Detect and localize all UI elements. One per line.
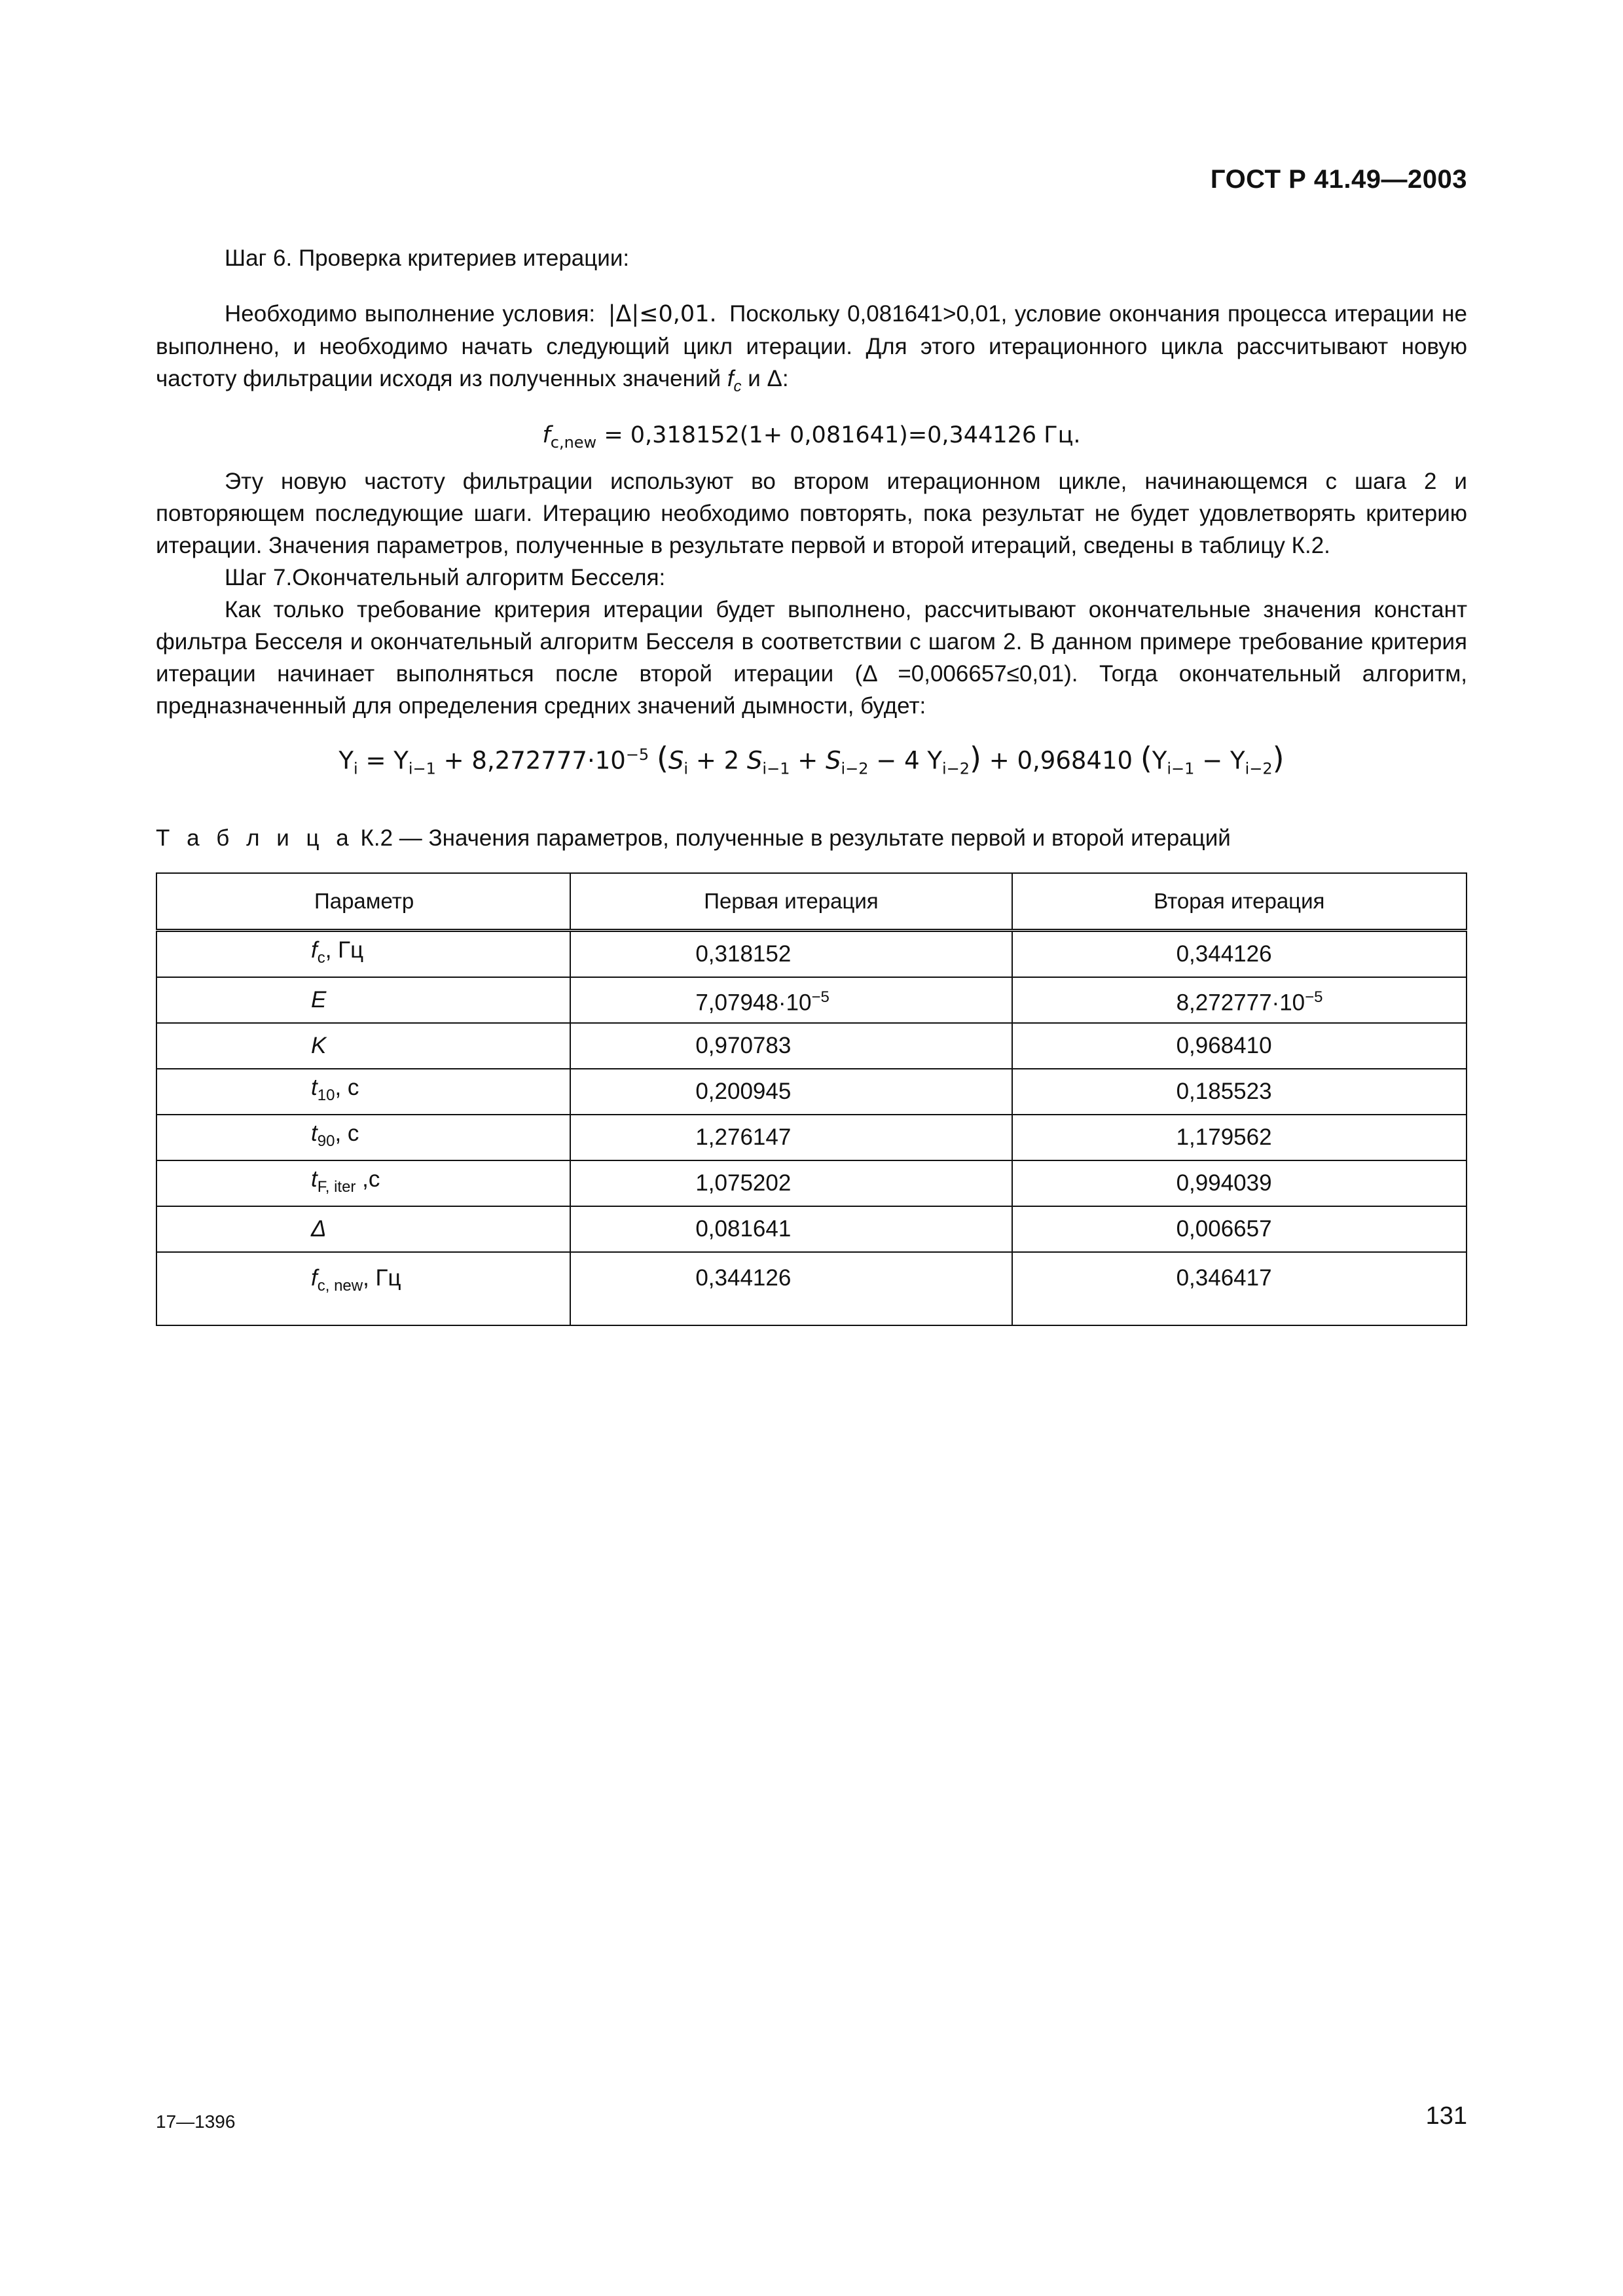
cell-parameter: E: [156, 977, 570, 1023]
table-row: [156, 1206, 1467, 1252]
fc-inline-symbol: $f_c$: [727, 366, 742, 395]
cell-second-iteration: 0,994039: [1012, 1160, 1467, 1206]
cell-first-iteration: 0,200945: [570, 1069, 1012, 1115]
document-id: ГОСТ Р 41.49—2003: [1210, 165, 1467, 194]
cell-second-iteration: 0,344126: [1012, 930, 1467, 977]
cell-second-iteration: 0,346417: [1012, 1252, 1467, 1325]
cell-parameter: Δ: [156, 1206, 570, 1252]
cell-parameter: $t_{90}$, с: [156, 1115, 570, 1160]
cell-second-iteration: 1,179562: [1012, 1115, 1467, 1160]
formula-fc-new: $f_{c,new} = 0,318152(1+ 0,081641)=0,344126$ Гц.: [542, 422, 1081, 452]
table-row: [156, 1069, 1467, 1115]
cell-parameter: $t_{10}$, с: [156, 1069, 570, 1115]
step6-cond-post: Поскольку 0,081641>0,01, условие окончания процесса итерации не выполнено, и необходимо начать следующий цикл итерации. Для этого итерационного цикла рассчитывают новую частоту фильтрации исходя из полученных значений: [156, 301, 1468, 391]
step6-cond-pre: Необходимо выполнение условия:: [225, 301, 596, 327]
cell-second-iteration: $8,272777\cdot 10^{-5}$: [1012, 977, 1467, 1023]
cell-parameter: $f_c$, Гц: [156, 930, 570, 977]
cell-first-iteration: 0,970783: [570, 1023, 1012, 1069]
step6-title: Шаг 6. Проверка критериев итерации:: [225, 245, 630, 271]
header-second-iteration: Вторая итерация: [1012, 873, 1467, 931]
table-row: [156, 1115, 1467, 1160]
step6-paragraph: [156, 298, 1467, 403]
cell-first-iteration: 1,276147: [570, 1115, 1012, 1160]
iteration-paragraph: Эту новую частоту фильтрации используют во втором итерационном цикле, начинающемся с шага 2 и повторяющем последующие шаги. Итерацию необходимо повторять, пока результат не будет удовлетворять критерию итерации. Значения параметров, полученные в результате первой и второй итераций, сведены в таблицу К.2.: [156, 469, 1467, 558]
step6-cond-formula: |Δ|≤0,01.: [608, 301, 717, 327]
table-caption: Т а б л и ц а К.2 — Значения параметров, полученные в результате первой и второй итераций: [156, 825, 1231, 851]
table-body: [156, 930, 1467, 1325]
step6-cond-tail: и Δ:: [748, 366, 789, 391]
cell-parameter: K: [156, 1023, 570, 1069]
table-header-row: [156, 873, 1467, 931]
page-content: [156, 242, 1467, 1326]
cell-first-iteration: 1,075202: [570, 1160, 1012, 1206]
cell-parameter: $f_{c, new}$, Гц: [156, 1252, 570, 1325]
table-row: [156, 1160, 1467, 1206]
cell-first-iteration: 0,081641: [570, 1206, 1012, 1252]
header-parameter: Параметр: [156, 873, 570, 931]
table-row: [156, 1252, 1467, 1325]
formula-bessel-algorithm: $Y_i = Y_{i-1} + 8,272777\cdot 10^{-5}$ ($S_i + 2$ $S_{i-1} + S_{i-2} - 4$ $Y_{i-2}) + 0,968410$ $(Y_{i-1} - Y_{i-2})$: [338, 740, 1285, 778]
bessel-paragraph: Как только требование критерия итерации будет выполнено, рассчитывают окончательные значения констант фильтра Бесселя и окончательный алгоритм Бесселя в соответствии с шагом 2. В данном примере требование критерия итерации начинает выполняться после второй итерации (Δ =0,006657≤0,01). Тогда окончательный алгоритм, предназначенный для определения средних значений дымности, будет:: [156, 597, 1467, 719]
cell-second-iteration: 0,185523: [1012, 1069, 1467, 1115]
table-row: [156, 930, 1467, 977]
cell-first-iteration: 0,318152: [570, 930, 1012, 977]
cell-parameter: $t_{F, iter}$ ,с: [156, 1160, 570, 1206]
cell-second-iteration: 0,006657: [1012, 1206, 1467, 1252]
step7-title: Шаг 7.Окончательный алгоритм Бесселя:: [225, 565, 666, 590]
footer-code: 17—1396: [156, 2111, 236, 2132]
cell-first-iteration: $7,07948\cdot 10^{-5}$: [570, 977, 1012, 1023]
page-number: 131: [1425, 2102, 1467, 2130]
header-first-iteration: Первая итерация: [570, 873, 1012, 931]
cell-first-iteration: 0,344126: [570, 1252, 1012, 1325]
parameters-table: [156, 872, 1467, 1326]
table-row: [156, 977, 1467, 1023]
table-row: [156, 1023, 1467, 1069]
cell-second-iteration: 0,968410: [1012, 1023, 1467, 1069]
